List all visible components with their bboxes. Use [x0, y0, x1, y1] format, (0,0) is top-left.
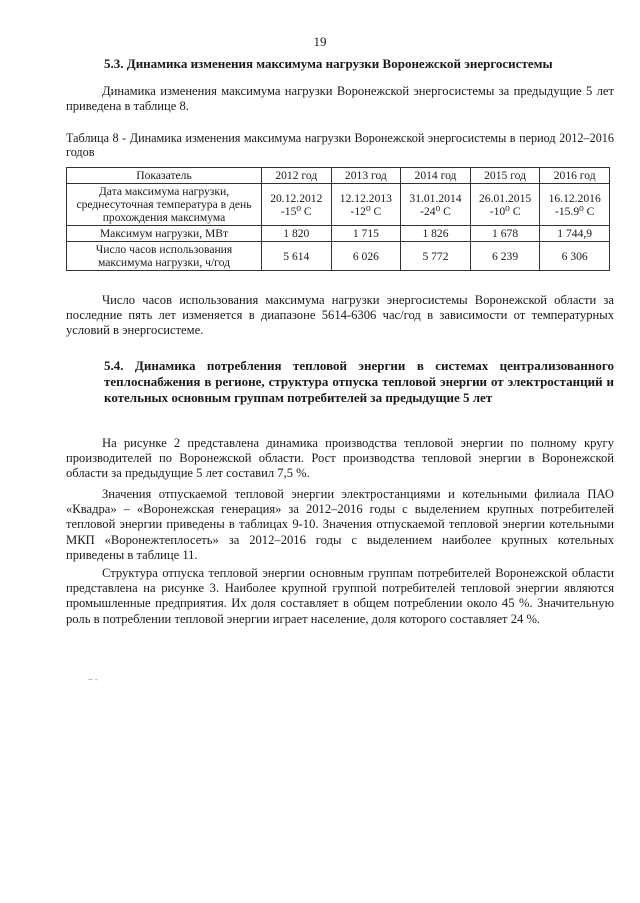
max-date: 16.12.2016: [548, 191, 601, 205]
section-5-4-paragraph: На рисунке 2 представлена динамика производства тепловой энергии по полному кругу производителей по Воронежской области. Рост производства тепловой энергии в Воронежской области за предыдущие 5 лет составил 7,5 %.: [66, 436, 614, 481]
table-cell: [470, 184, 540, 226]
section-5-4-paragraph: Значения отпускаемой тепловой энергии электростанциями и котельными филиала ПАО «Квадра» – «Воронежская генерация» за 2012–2016 годы с выделением крупных потребителей тепловой энергии приведены в таблицах 9-10. Значения отпускаемой тепловой энергии котельными МКП «Воронежтеплосеть» за 2012–2016 годы с выделением наиболее крупных котельных приведены в таблице 11.: [66, 487, 614, 562]
table-cell: 6 306: [540, 242, 610, 271]
row-label: Дата максимума нагрузки, среднесуточная температура в день прохождения максимума: [67, 184, 262, 226]
table-row: [67, 226, 610, 242]
section-5-4-paragraph: Структура отпуска тепловой энергии основным группам потребителей Воронежской области представлена на рисунке 3. Наиболее крупной группой потребителей тепловой энергии являются промышленные предприятия. Их доля составляет в общем потреблении около 45 %. Значительную роль в потреблении тепловой энергии играет население, доля которого составляет 24 %.: [66, 566, 614, 626]
section-5-4-heading: 5.4. Динамика потребления тепловой энергии в системах централизованного теплоснабжения в регионе, структура отпуска тепловой энергии от электростанций и котельных основным группам потребителей за предыдущие 5 лет: [104, 358, 614, 405]
table-cell: 1 826: [401, 226, 471, 242]
table-cell: [331, 184, 401, 226]
table-cell: 5 614: [262, 242, 332, 271]
max-date: 12.12.2013: [339, 191, 392, 205]
column-header: 2013 год: [331, 168, 401, 184]
table-cell: [401, 184, 471, 226]
max-date: 20.12.2012: [270, 191, 323, 205]
table-row: [67, 242, 610, 271]
column-header: 2014 год: [401, 168, 471, 184]
paragraph-after-table: Число часов использования максимума нагрузки энергосистемы Воронежской области за последние пять лет изменяется в диапазоне 5614-6306 час/год в зависимости от температурных условий в энергосистеме.: [66, 293, 614, 338]
table-8-caption: Таблица 8 - Динамика изменения максимума нагрузки Воронежской энергосистемы в период 2012–2016 годов: [66, 131, 614, 159]
max-date: 26.01.2015: [478, 191, 532, 205]
page-number: 19: [313, 34, 327, 49]
row-label: Максимум нагрузки, МВт: [67, 226, 262, 242]
table-cell: 5 772: [401, 242, 471, 271]
section-5-3-heading: 5.3. Динамика изменения максимума нагрузки Воронежской энергосистемы: [104, 56, 553, 71]
temperature: -15⁰ С: [280, 204, 312, 218]
temperature: -15.9⁰ С: [554, 204, 595, 218]
table-cell: 1 715: [331, 226, 401, 242]
table-cell: [262, 184, 332, 226]
temperature: -24⁰ С: [420, 204, 451, 218]
table-cell: 1 678: [470, 226, 540, 242]
column-header: 2016 год: [540, 168, 610, 184]
column-header: Показатель: [67, 168, 262, 184]
column-header: 2015 год: [470, 168, 540, 184]
column-header: 2012 год: [262, 168, 332, 184]
table-row: [67, 184, 610, 226]
table-cell: [540, 184, 610, 226]
temperature: -12⁰ С: [350, 204, 382, 218]
table-8: [66, 167, 610, 271]
table-header-row: [67, 168, 610, 184]
table-cell: 1 744,9: [540, 226, 610, 242]
section-5-3-paragraph: Динамика изменения максимума нагрузки Воронежской энергосистемы за предыдущие 5 лет приведена в таблице 8.: [66, 84, 614, 114]
temperature: -10⁰ С: [489, 204, 521, 218]
table-cell: 6 026: [331, 242, 401, 271]
table-cell: 6 239: [470, 242, 540, 271]
scan-mark: – -: [88, 674, 98, 684]
table-cell: 1 820: [262, 226, 332, 242]
max-date: 31.01.2014: [409, 191, 462, 205]
row-label: Число часов использования максимума нагрузки, ч/год: [67, 242, 262, 271]
